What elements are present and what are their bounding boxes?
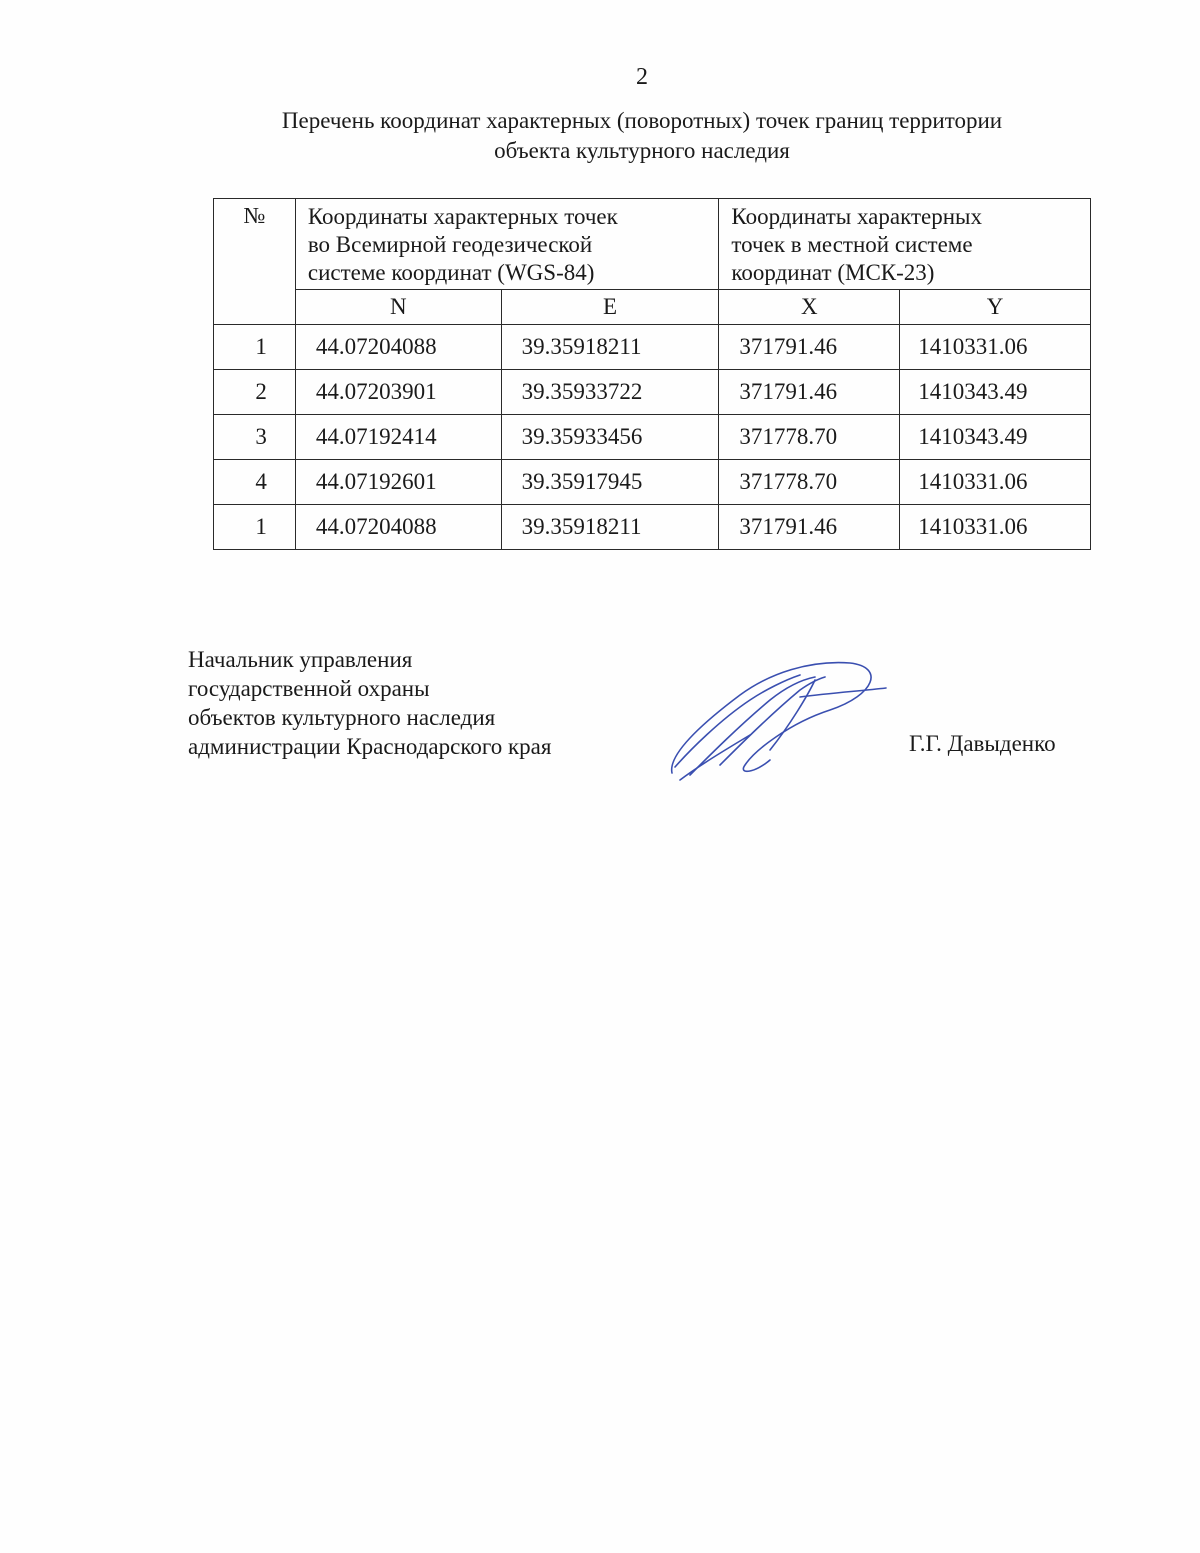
cell-x: 371791.46 — [719, 325, 900, 370]
signatory-position-line: объектов культурного наследия — [188, 705, 496, 730]
cell-point-number: 2 — [214, 370, 296, 415]
cell-point-number: 4 — [214, 460, 296, 505]
header-wgs84 — [295, 199, 719, 290]
cell-n: 44.07204088 — [295, 505, 501, 550]
header-msk23-line: координат (МСК-23) — [731, 260, 935, 285]
document-title-line-1: Перечень координат характерных (поворотных) точек границ территории — [281, 108, 1003, 133]
signature-stroke — [800, 688, 886, 697]
table-header-row — [214, 199, 1091, 290]
header-wgs84-line: системе координат (WGS-84) — [307, 260, 595, 285]
table-row — [214, 325, 1091, 370]
cell-y: 1410331.06 — [900, 460, 1091, 505]
cell-e: 39.35933456 — [501, 415, 719, 460]
coordinates-table — [213, 198, 1091, 550]
cell-point-number: 1 — [214, 505, 296, 550]
cell-n: 44.07192414 — [295, 415, 501, 460]
handwritten-signature — [660, 655, 890, 785]
document-title — [200, 106, 1084, 166]
subheader-y: Y — [900, 290, 1091, 325]
header-msk23-line: Координаты характерных — [731, 204, 982, 229]
table-row — [214, 370, 1091, 415]
subheader-e: E — [501, 290, 719, 325]
signatory-position — [188, 645, 551, 761]
cell-y: 1410331.06 — [900, 505, 1091, 550]
signature-stroke — [680, 735, 750, 780]
cell-x: 371778.70 — [719, 415, 900, 460]
signature-stroke — [675, 675, 800, 767]
cell-n: 44.07204088 — [295, 325, 501, 370]
cell-e: 39.35918211 — [501, 325, 719, 370]
cell-x: 371791.46 — [719, 370, 900, 415]
table-row — [214, 460, 1091, 505]
subheader-x: X — [719, 290, 900, 325]
header-wgs84-line: во Всемирной геодезической — [307, 232, 593, 257]
signatory-name: Г.Г. Давыденко — [909, 731, 1056, 756]
table-row — [214, 505, 1091, 550]
header-wgs84-line: Координаты характерных точек — [307, 204, 618, 229]
signatory-position-line: Начальник управления — [188, 647, 413, 672]
cell-y: 1410331.06 — [900, 325, 1091, 370]
table-subheader-row — [214, 290, 1091, 325]
cell-x: 371778.70 — [719, 460, 900, 505]
page-number: 2 — [636, 64, 648, 90]
signature-stroke — [672, 663, 871, 773]
cell-n: 44.07203901 — [295, 370, 501, 415]
header-msk23-line: точек в местной системе — [731, 232, 973, 257]
cell-e: 39.35918211 — [501, 505, 719, 550]
header-number: № — [214, 199, 296, 325]
cell-e: 39.35933722 — [501, 370, 719, 415]
header-msk23 — [719, 199, 1091, 290]
signature-stroke — [770, 680, 815, 750]
table-row — [214, 415, 1091, 460]
cell-y: 1410343.49 — [900, 370, 1091, 415]
cell-point-number: 3 — [214, 415, 296, 460]
subheader-n: N — [295, 290, 501, 325]
document-title-line-2: объекта культурного наследия — [494, 138, 790, 163]
cell-e: 39.35917945 — [501, 460, 719, 505]
signatory-position-line: администрации Краснодарского края — [188, 734, 552, 759]
cell-y: 1410343.49 — [900, 415, 1091, 460]
cell-n: 44.07192601 — [295, 460, 501, 505]
signatory-position-line: государственной охраны — [188, 676, 430, 701]
cell-x: 371791.46 — [719, 505, 900, 550]
cell-point-number: 1 — [214, 325, 296, 370]
